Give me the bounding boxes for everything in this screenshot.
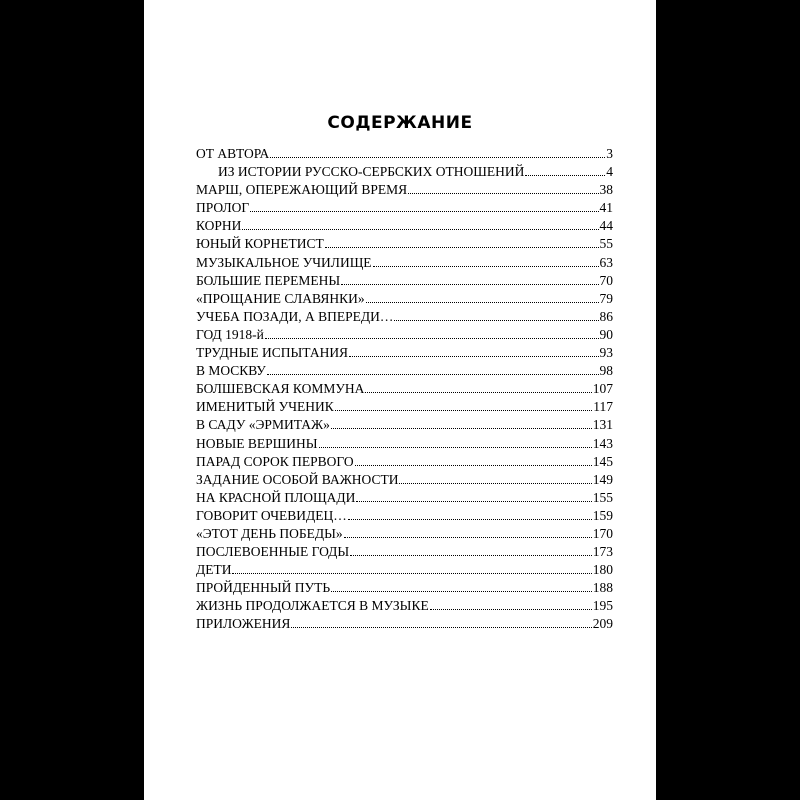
dot-leader <box>350 555 592 556</box>
dot-leader <box>348 519 592 520</box>
dot-leader <box>355 465 592 466</box>
page-title: СОДЕРЖАНИЕ <box>327 113 473 133</box>
toc-entry-title: В МОСКВУ <box>196 363 266 379</box>
toc-entry-page-number: 63 <box>599 254 613 270</box>
dot-leader <box>365 392 591 393</box>
toc-entry-page-number: 155 <box>592 489 613 505</box>
dot-leader <box>341 284 598 285</box>
toc-entry <box>196 579 613 597</box>
toc-entry <box>196 398 613 416</box>
toc-entry <box>196 217 613 235</box>
toc-entry-page-number: 90 <box>599 326 613 342</box>
toc-entry-page-number: 4 <box>606 164 613 180</box>
toc-entry-title: ОТ АВТОРА <box>196 146 270 161</box>
dot-leader <box>525 175 605 176</box>
toc-entry-title: НОВЫЕ ВЕРШИНЫ <box>196 435 318 451</box>
toc-entry-title: МАРШ, ОПЕРЕЖАЮЩИЙ ВРЕМЯ <box>196 182 408 198</box>
toc-entry <box>196 308 613 326</box>
toc-entry <box>196 199 613 217</box>
dot-leader <box>265 338 599 339</box>
left-black-border <box>0 0 144 800</box>
toc-entry <box>196 597 613 615</box>
dot-leader <box>232 573 591 574</box>
dot-leader <box>267 374 599 375</box>
toc-entry-title: УЧЕБА ПОЗАДИ, А ВПЕРЕДИ… <box>196 308 394 324</box>
toc-entry-title: ЖИЗНЬ ПРОДОЛЖАЕТСЯ В МУЗЫКЕ <box>196 598 429 614</box>
toc-entry <box>196 380 613 398</box>
toc-entry-title: ПАРАД СОРОК ПЕРВОГО <box>196 453 354 469</box>
toc-entry-title: «ПРОЩАНИЕ СЛАВЯНКИ» <box>196 290 365 306</box>
toc-entry-page-number: 86 <box>599 308 613 324</box>
toc-entry-page-number: 55 <box>599 236 613 252</box>
toc-entry-page-number: 173 <box>592 544 613 560</box>
dot-leader <box>373 266 599 267</box>
toc-entry-title: «ЭТОТ ДЕНЬ ПОБЕДЫ» <box>196 525 343 541</box>
toc-entry-page-number: 41 <box>599 200 613 216</box>
toc-entry-title: ПОСЛЕВОЕННЫЕ ГОДЫ <box>196 544 350 560</box>
toc-entry-page-number: 79 <box>599 290 613 306</box>
dot-leader <box>250 211 598 212</box>
toc-entry-title: ИЗ ИСТОРИИ РУССКО-СЕРБСКИХ ОТНОШЕНИЙ <box>218 164 525 180</box>
toc-entry <box>196 254 613 272</box>
toc-entry-title: ИМЕНИТЫЙ УЧЕНИК <box>196 399 334 415</box>
toc-entry-title: ЮНЫЙ КОРНЕТИСТ <box>196 236 324 252</box>
dot-leader <box>331 428 592 429</box>
dot-leader <box>242 229 598 230</box>
dot-leader <box>356 501 591 502</box>
toc-entry-page-number: 180 <box>592 562 613 578</box>
toc-entry <box>196 525 613 543</box>
toc-entry-page-number: 107 <box>592 381 613 397</box>
toc-entry <box>196 235 613 253</box>
toc-entry-page-number: 209 <box>592 616 613 632</box>
toc-entry-title: КОРНИ <box>196 218 242 234</box>
toc-entry-title: ПРИЛОЖЕНИЯ <box>196 616 291 632</box>
dot-leader <box>270 157 605 158</box>
dot-leader <box>399 483 591 484</box>
toc-entry <box>196 416 613 434</box>
dot-leader <box>319 447 592 448</box>
table-of-contents <box>196 145 613 634</box>
toc-entry <box>196 181 613 199</box>
toc-entry-page-number: 195 <box>592 598 613 614</box>
toc-entry-page-number: 117 <box>593 399 613 415</box>
book-page <box>144 0 656 800</box>
toc-entry-page-number: 70 <box>599 272 613 288</box>
toc-entry <box>196 507 613 525</box>
toc-entry <box>196 471 613 489</box>
toc-entry <box>196 290 613 308</box>
right-black-border <box>656 0 800 800</box>
toc-entry <box>196 435 613 453</box>
toc-entry-title: БОЛШЕВСКАЯ КОММУНА <box>196 381 365 397</box>
toc-entry-page-number: 143 <box>592 435 613 451</box>
toc-entry-page-number: 3 <box>606 146 613 161</box>
toc-entry <box>196 453 613 471</box>
toc-entry-page-number: 93 <box>599 345 613 361</box>
toc-entry <box>196 561 613 579</box>
toc-entry <box>196 145 613 163</box>
toc-entry-page-number: 145 <box>592 453 613 469</box>
toc-entry-title: В САДУ «ЭРМИТАЖ» <box>196 417 330 433</box>
toc-entry-page-number: 170 <box>592 525 613 541</box>
toc-entry-page-number: 131 <box>592 417 613 433</box>
dot-leader <box>430 609 592 610</box>
dot-leader <box>325 247 599 248</box>
toc-entry <box>196 272 613 290</box>
toc-entry <box>196 489 613 507</box>
toc-entry-title: ЗАДАНИЕ ОСОБОЙ ВАЖНОСТИ <box>196 471 399 487</box>
dot-leader <box>408 193 598 194</box>
toc-entry-page-number: 159 <box>592 507 613 523</box>
toc-entry-page-number: 98 <box>599 363 613 379</box>
toc-entry-page-number: 44 <box>599 218 613 234</box>
toc-entry-title: ПРОЛОГ <box>196 200 250 216</box>
toc-entry-title: ПРОЙДЕННЫЙ ПУТЬ <box>196 580 331 596</box>
toc-entry-title: ТРУДНЫЕ ИСПЫТАНИЯ <box>196 345 349 361</box>
dot-leader <box>366 302 599 303</box>
toc-entry-title: НА КРАСНОЙ ПЛОЩАДИ <box>196 489 356 505</box>
toc-entry-title: МУЗЫКАЛЬНОЕ УЧИЛИЩЕ <box>196 254 372 270</box>
dot-leader <box>394 320 598 321</box>
toc-entry <box>196 344 613 362</box>
toc-entry <box>196 362 613 380</box>
toc-entry-page-number: 188 <box>592 580 613 596</box>
toc-entry-title: ДЕТИ <box>196 562 232 578</box>
toc-entry-title: ГОВОРИТ ОЧЕВИДЕЦ… <box>196 507 347 523</box>
toc-entry-title: БОЛЬШИЕ ПЕРЕМЕНЫ <box>196 272 341 288</box>
toc-entry-title: ГОД 1918-й <box>196 326 264 342</box>
toc-entry <box>196 326 613 344</box>
toc-entry <box>196 543 613 561</box>
toc-entry <box>196 163 613 181</box>
dot-leader <box>291 627 591 628</box>
dot-leader <box>331 591 592 592</box>
toc-entry-page-number: 38 <box>599 182 613 198</box>
toc-entry-page-number: 149 <box>592 471 613 487</box>
dot-leader <box>344 537 592 538</box>
dot-leader <box>349 356 598 357</box>
dot-leader <box>335 410 593 411</box>
toc-entry <box>196 615 613 633</box>
